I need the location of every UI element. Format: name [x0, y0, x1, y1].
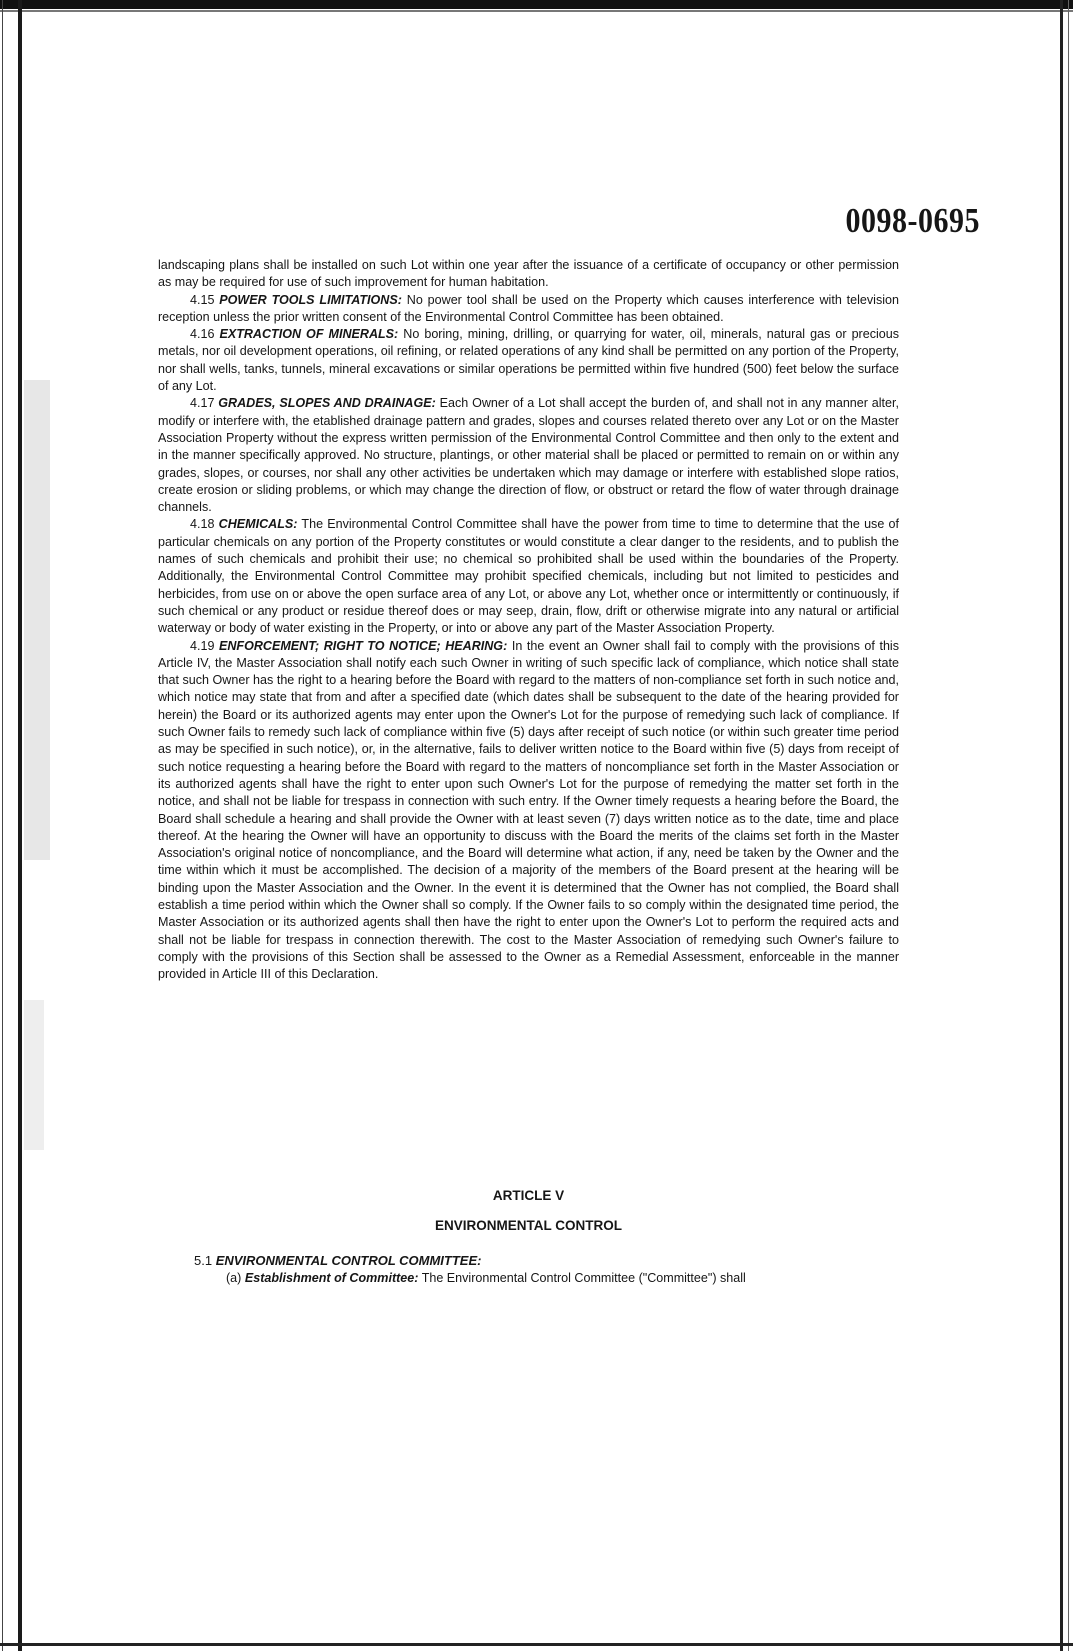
section-heading: CHEMICALS:: [218, 517, 298, 532]
scan-border-top-inner: [0, 10, 1073, 12]
section-text: No power tool shall be used on the Property which causes interference with television reception unless the prior written consent of the Environmental Control Committee has been obtained.: [158, 292, 899, 324]
subsection-text: The Environmental Control Committee ("Committee") shall: [421, 1271, 746, 1285]
section-text: Each Owner of a Lot shall accept the burden of, and shall not in any manner alter, modify or interfere with, the etablished drainage pattern and grades, slopes and courses related thereto over any Lot or on the Master Association Property without the express written permission of the Environmental Control Committee and then only to the extent and in the manner specifically approved. No structure, plantings, or other material shall be placed or permitted to remain on or within any grades, slopes, or courses, nor shall any other activities be undertaken which may damage or interfere with established slope ratios, create erosion or sliding problems, or which may change the direction of flow, or obstruct or retard the flow of water through drainage channels.: [158, 396, 899, 515]
page-number: 0098-0695: [845, 202, 980, 240]
section-text: No boring, mining, drilling, or quarrying for water, oil, minerals, natural gas or precious metals, nor oil development operations, oil refining, or related operations of any kind shall be permitted on any portion of the Property, nor shall wells, tanks, tunnels, mineral excavations or similar operations be permitted within five hundred (500) feet below the surface of any Lot.: [158, 327, 899, 394]
scan-border-bottom: [0, 1643, 1073, 1646]
opening-paragraph: landscaping plans shall be installed on such Lot within one year after the issuance of a certificate of occupancy or other permission as may be required for use of such improvement for human habitation.: [158, 258, 899, 290]
section-4-19: [158, 638, 899, 984]
section-text: The Environmental Control Committee shall have the power from time to time to determine that the use of particular chemicals on any portion of the Property constitutes or would constitute a clear danger to the residents, and to publish the names of such chemicals and prohibit their use; no chemical so prohibited shall be used within the boundaries of the Property. Additionally, the Environmental Control Committee may prohibit specified chemicals, including but not limited to pesticides and herbicides, from use on or above the open surface area of any Lot, or above any Lot, whether once or intermittently or continuously, if such chemical or any product or residue thereof does or may seep, drain, flow, drift or otherwise migrate into any natural or artificial waterway or body of water existing in the Property, or into or above any part of the Master Association Property.: [158, 517, 899, 636]
section-5-1: [194, 1253, 481, 1268]
subsection-heading: Establishment of Committee:: [244, 1271, 419, 1285]
subsection-label: (a): [226, 1271, 242, 1285]
section-number: 4.18: [190, 517, 215, 532]
section-heading: POWER TOOLS LIMITATIONS:: [219, 292, 402, 307]
section-heading: ENVIRONMENTAL CONTROL COMMITTEE:: [215, 1253, 482, 1268]
subsection-a: [226, 1271, 899, 1285]
section-text: In the event an Owner shall fail to comply with the provisions of this Article IV, the Master Association shall notify each such Owner in writing of such specific lack of compliance, which notice shall state that such Owner has the right to a hearing before the Board with regard to the matters of non-compliance set forth in such notice and, which notice may state that from and after a specified date (which dates shall be subsequent to the date of the hearing provided for herein) the Board or its authorized agents may enter upon the Owner's Lot for the purpose of remedying such lack of compliance. If such Owner fails to remedy such lack of compliance within five (5) days after receipt of such notice (or within such greater time period as may be specified in such notice), or, in the alternative, fails to deliver written notice to the Board within five (5) days from receipt of such notice requesting a hearing before the Board with regard to the matters of noncompliance set forth in the Master Association or its authorized agents shall have the right to enter upon such Owner's Lot for the purpose of remedying the matter set forth in the notice, and shall not be liable for trespass in connection with such entry. If the Owner timely requests a hearing before the Board, the Board shall schedule a hearing and shall provide the Owner with at least seven (7) days written notice as to the date, time and place thereof. At the hearing the Owner will have an opportunity to discuss with the Board the merits of the claims set forth in the Master Association's original notice of noncompliance, and the Board will determine what action, if any, need be taken by the Owner and the time within which it must be accomplished. The decision of a majority of the members of the Board present at the hearing will be binding upon the Master Association and the Owner. In the event it is determined that the Owner has not complied, the Board shall establish a time period within which the Owner shall so comply. If the Owner fails to so comply within the designated time period, the Master Association or its authorized agents shall then have the right to enter upon the Owner's Lot to perform the required acts and shall not be liable for trespass in connection therewith. The cost to the Master Association of remedying such Owner's failure to comply with the provisions of this Section shall be assessed to the Owner as a Remedial Assessment, enforceable in the manner provided in Article III of this Declaration.: [158, 638, 899, 982]
section-heading: EXTRACTION OF MINERALS:: [219, 327, 399, 342]
section-number: 4.15: [190, 292, 215, 307]
section-heading: ENFORCEMENT; RIGHT TO NOTICE; HEARING:: [219, 638, 508, 653]
section-4-15: [158, 292, 899, 327]
section-4-16: [158, 326, 899, 395]
section-number: 4.19: [190, 638, 215, 653]
section-number: 5.1: [194, 1253, 213, 1268]
scan-border-left: [18, 0, 22, 1651]
section-4-18: [158, 516, 899, 637]
document-body: [158, 257, 899, 983]
article-title: ENVIRONMENTAL CONTROL: [435, 1218, 622, 1233]
section-4-17: [158, 395, 899, 516]
article-number: ARTICLE V: [492, 1188, 565, 1203]
section-heading: GRADES, SLOPES AND DRAINAGE:: [218, 396, 436, 411]
scan-noise-left: [24, 380, 50, 860]
scan-border-right-outer: [1068, 0, 1069, 1651]
section-number: 4.16: [190, 327, 215, 342]
scan-border-right: [1060, 0, 1063, 1651]
section-number: 4.17: [190, 396, 215, 411]
scan-border-left-outer: [2, 0, 3, 1651]
scan-noise-left-lower: [24, 1000, 44, 1150]
scan-border-top: [0, 0, 1073, 9]
